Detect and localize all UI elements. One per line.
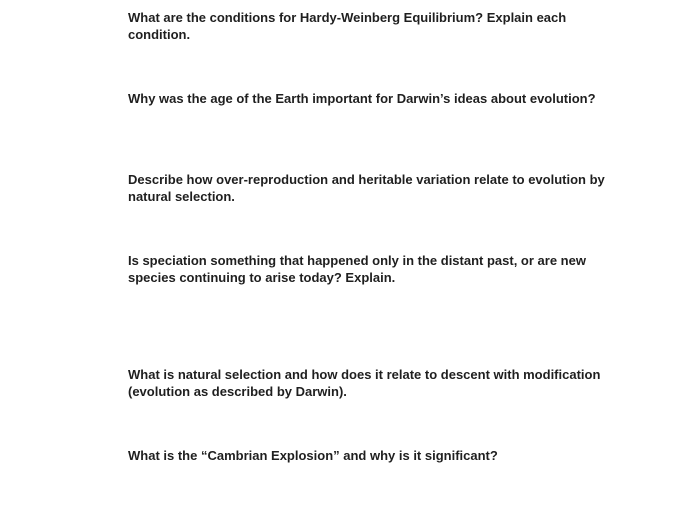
question-natural-selection: What is natural selection and how does it relate to descent with modification (evolution as described by Darwin).: [128, 367, 601, 399]
question-cambrian-explosion: What is the “Cambrian Explosion” and why is it significant?: [128, 448, 498, 463]
question-over-reproduction: Describe how over-reproduction and heritable variation relate to evolution by natural selection.: [128, 172, 605, 204]
question-speciation: Is speciation something that happened only in the distant past, or are new species continuing to arise today? Explain.: [128, 253, 586, 285]
question-age-of-earth: Why was the age of the Earth important for Darwin’s ideas about evolution?: [128, 91, 596, 106]
question-hardy-weinberg: What are the conditions for Hardy-Weinberg Equilibrium? Explain each condition.: [128, 10, 567, 42]
